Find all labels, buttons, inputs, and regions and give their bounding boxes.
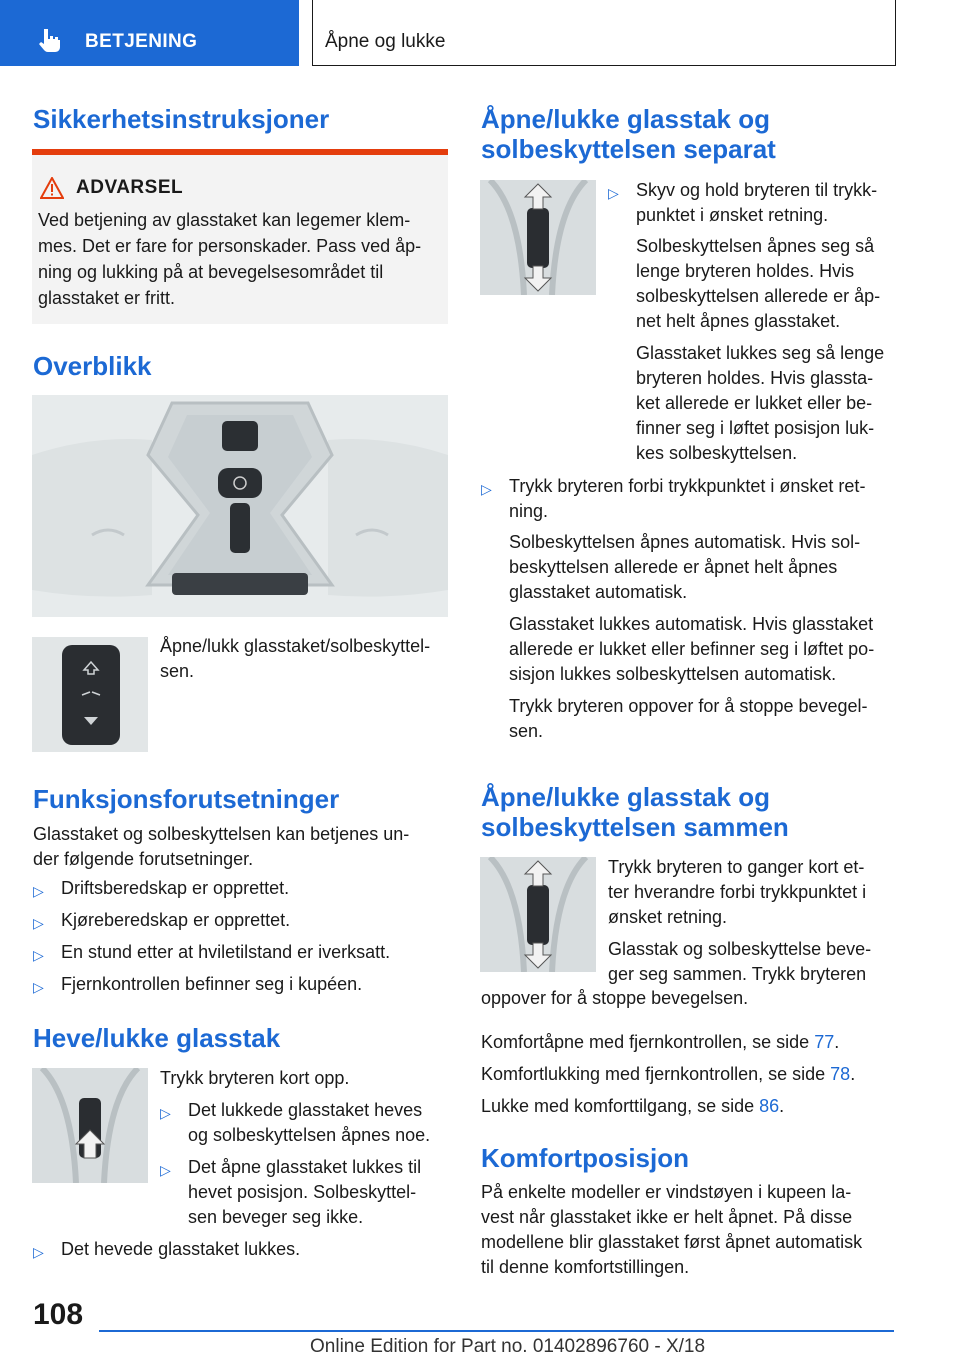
switch-closeup-image [32,637,148,752]
bullet-triangle-icon: ▷ [608,185,619,201]
text-line: Glasstaket og solbeskyttelsen kan betjenes un- [33,824,410,844]
text-line: ter hverandre forbi trykkpunktet i [608,882,867,902]
heading-prerequisites: Funksjonsforutsetninger [33,784,340,814]
warning-triangle-icon [40,177,64,199]
text-line: Trykk bryteren to ganger kort et- [608,857,865,877]
separate-paragraph [636,341,900,466]
list-item [33,972,448,997]
list-item [160,1098,450,1148]
separate-paragraph [636,234,900,334]
list-item [481,474,901,524]
caption-line: Åpne/lukk glasstaket/solbeskyttel- [160,636,431,656]
text-line: der følgende forutsetninger. [33,849,254,869]
reference-text: Komfortåpne med fjernkontrollen, se side [481,1032,815,1052]
reference-line: Lukke med komforttilgang, se side 86. [481,1096,785,1116]
list-item-text: Skyv og hold bryteren til trykk- [636,180,878,200]
list-item-text: punktet i ønsket retning. [636,205,829,225]
text-line: Trykk bryteren oppover for å stoppe bevegel- [509,696,868,716]
switch-push-up-image [32,1068,148,1183]
bullet-triangle-icon: ▷ [33,883,44,899]
warning-text [38,207,442,311]
text-line: Glasstaket lukkes seg så lenge [636,343,885,363]
heading-line: solbeskyttelsen separat [481,134,776,164]
switch-up-down-image [480,180,596,295]
text-line: ket allerede er lukket eller be- [636,393,873,413]
heading-separate [481,104,901,164]
switch-closeup-illustration [32,637,148,752]
separate-paragraph [509,612,901,687]
bullet-triangle-icon: ▷ [481,481,492,497]
prereq-intro [33,822,448,872]
text-line: På enkelte modeller er vindstøyen i kupeen la- [481,1182,852,1202]
bullet-triangle-icon: ▷ [33,1244,44,1260]
overhead-console-image [32,395,448,617]
list-item [608,178,900,228]
heading-comfort: Komfortposisjon [481,1143,689,1173]
text-line: kes solbeskyttelsen. [636,443,798,463]
warning-title: ADVARSEL [76,177,184,198]
page-link-77[interactable]: 77 [814,1032,835,1052]
edition-text: Online Edition for Part no. 01402896760 - X/18 [310,1336,706,1357]
page-link-86[interactable]: 86 [759,1096,780,1116]
caption-line: sen. [160,661,195,681]
list-item [33,940,448,965]
reference-line: Komfortåpne med fjernkontrollen, se side 77. [481,1032,840,1052]
text-line: finner seg i løftet posisjon luk- [636,418,875,438]
heading-raise-close: Heve/lukke glasstak [33,1023,281,1053]
text-line: Glasstaket lukkes automatisk. Hvis glasstaket [509,614,874,634]
text-line: lenge bryteren holdes. Hvis [636,261,855,281]
switch-up-down-image [480,857,596,972]
text-line: Solbeskyttelsen åpnes seg så [636,236,875,256]
warning-line: glasstaket er fritt. [38,288,176,308]
bullet-triangle-icon: ▷ [33,979,44,995]
bullet-triangle-icon: ▷ [160,1162,171,1178]
reference-line: Komfortlukking med fjernkontrollen, se side 78. [481,1064,856,1084]
section-tab [0,0,299,66]
text-line: net helt åpnes glasstaket. [636,311,841,331]
text-line: bryteren holdes. Hvis glassta- [636,368,874,388]
switch-up-down-illustration [480,180,596,295]
bullet-triangle-icon: ▷ [160,1105,171,1121]
chapter-title: Åpne og lukke [325,31,446,52]
heading-together [481,782,901,842]
list-item-text: Trykk bryteren forbi trykkpunktet i ønsket ret- [509,476,866,496]
heading-line: Åpne/lukke glasstak og [481,104,770,134]
text-line: ger seg sammen. Trykk bryteren [608,964,867,984]
page-link-78[interactable]: 78 [830,1064,851,1084]
list-item-text: Fjernkontrollen befinner seg i kupéen. [61,974,363,994]
list-item [33,1237,448,1262]
list-item-text: og solbeskyttelsen åpnes noe. [188,1125,431,1145]
warning-line: Ved betjening av glasstaket kan legemer klem- [38,210,411,230]
list-item-text: Det åpne glasstaket lukkes til [188,1157,422,1177]
together-paragraph [608,855,902,930]
text-line: Solbeskyttelsen åpnes automatisk. Hvis sol- [509,532,861,552]
text-line: glasstaket automatisk. [509,582,688,602]
warning-line: mes. Det er fare for personskader. Pass ved åp- [38,236,422,256]
text-line: ønsket retning. [608,907,728,927]
list-item [160,1155,450,1230]
switch-caption [160,634,450,684]
separate-paragraph [509,530,901,605]
overhead-console-illustration [32,395,448,617]
switch-up-down-illustration [480,857,596,972]
reference-text: Lukke med komforttilgang, se side [481,1096,760,1116]
text-line: sen. [509,721,544,741]
list-item-text: Kjøreberedskap er opprettet. [61,910,291,930]
text-line: vest når glasstaket ikke er helt åpnet. På disse [481,1207,853,1227]
list-item-text: Driftsberedskap er opprettet. [61,878,290,898]
list-item-text: Det lukkede glasstaket heves [188,1100,423,1120]
reference-text: Komfortlukking med fjernkontrollen, se side [481,1064,831,1084]
footer-divider [99,1330,894,1332]
text-line: solbeskyttelsen allerede er åp- [636,286,881,306]
list-item-text: Det hevede glasstaket lukkes. [61,1239,301,1259]
text-line: Glasstak og solbeskyttelse beve- [608,939,872,959]
heading-safety: Sikkerhetsinstruksjoner [33,104,330,134]
warning-line: ning og lukking på at bevegelsesområdet til [38,262,384,282]
bullet-triangle-icon: ▷ [33,915,44,931]
together-paragraph-cont: oppover for å stoppe bevegelsen. [481,988,749,1008]
text-line: allerede er lukket eller befinner seg i løftet po- [509,639,875,659]
switch-push-up-illustration [32,1068,148,1183]
chapter-title-box [312,0,896,66]
text-line: modellene blir glasstaket først åpnet automatisk [481,1232,863,1252]
list-item [33,876,448,901]
text-line: til denne komfortstillingen. [481,1257,690,1277]
separate-paragraph [509,694,901,744]
bullet-triangle-icon: ▷ [33,947,44,963]
list-item-text: hevet posisjon. Solbeskyttel- [188,1182,417,1202]
list-item-text: sen beveger seg ikke. [188,1207,364,1227]
together-paragraph [608,937,902,987]
warning-box [32,149,448,324]
list-item-text: En stund etter at hviletilstand er iverksatt. [61,942,391,962]
heading-line: solbeskyttelsen sammen [481,812,789,842]
heading-line: Åpne/lukke glasstak og [481,782,770,812]
page-number: 108 [33,1298,84,1331]
text-line: beskyttelsen allerede er åpnet helt åpnes [509,557,838,577]
text-line: sisjon lukkes solbeskyttelsen automatisk. [509,664,837,684]
list-item-text: ning. [509,501,549,521]
raise-intro: Trykk bryteren kort opp. [160,1068,350,1088]
section-tab-label: BETJENING [85,31,198,52]
hand-pointer-icon [38,27,64,53]
list-item [33,908,448,933]
heading-overview: Overblikk [33,351,152,381]
comfort-paragraph [481,1180,901,1280]
